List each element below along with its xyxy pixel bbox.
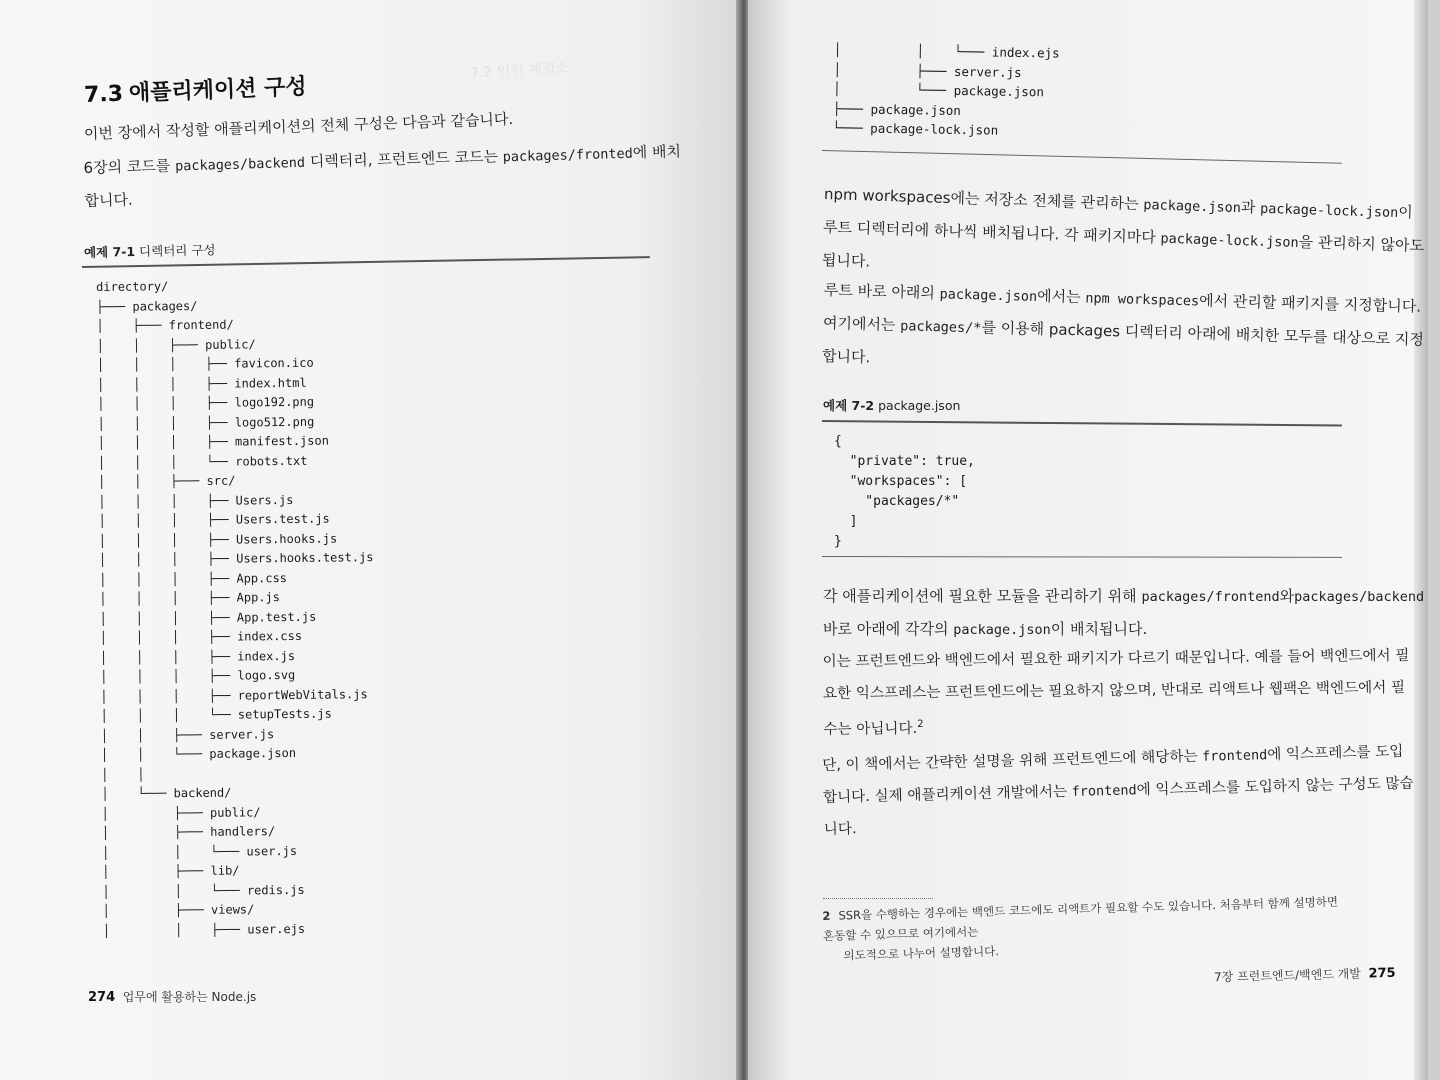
inline-code-frontend-pkg: packages/frontend (1141, 589, 1280, 605)
p2-text-3: 에서 관리할 패키지를 지정합니다. (1198, 291, 1422, 316)
tree-line: │ │ │ ├── logo192.png (97, 394, 315, 411)
book-title: 업무에 활용하는 Node.js (122, 990, 257, 1004)
tree-line: │ │ │ ├── index.css (99, 628, 303, 645)
p2-text-2: 에서는 (1036, 286, 1081, 307)
directory-tree-continued (832, 40, 1059, 141)
tree-line: └─── package-lock.json (832, 119, 999, 138)
inline-code-package-json-3: package.json (953, 622, 1051, 638)
example-title-2: package.json (878, 398, 961, 413)
page-number-right: 275 (1368, 965, 1396, 982)
code-line: "workspaces": [ (834, 474, 968, 489)
p3-text-2: 와 (1279, 587, 1295, 605)
para2-text-1: 6장의 코드를 (83, 156, 171, 178)
tree-line: │ │ │ ├── App.js (99, 590, 281, 606)
example-label-2: 예제 7-2 (823, 398, 875, 413)
tree-line: │ │ │ ├── Users.test.js (98, 511, 330, 528)
tree-line: │ │ │ ├── Users.hooks.test.js (98, 550, 374, 567)
para2-text-3: 에 배치 (632, 142, 682, 162)
p1-text-3: 이 (1397, 203, 1414, 222)
p4-line-3: 수는 아닙니다. (823, 719, 918, 738)
code-line: { (834, 434, 842, 449)
p5-text-4: 에 익스프레스를 도입하지 않는 구성도 많습 (1136, 774, 1414, 799)
tree-line: │ │ │ ├── favicon.ico (96, 355, 314, 372)
tree-line: │ │ │ ├── index.html (97, 375, 307, 392)
footnote-ref[interactable]: 2 (917, 718, 924, 731)
tree-line: │ ├─── views/ (102, 902, 255, 918)
p1-text-2: 과 (1240, 198, 1256, 217)
left-footer (88, 988, 256, 1005)
directory-tree (96, 275, 377, 941)
p3-text-4: 이 배치됩니다. (1050, 620, 1148, 638)
example-label: 예제 7-1 (83, 243, 136, 260)
tree-line: │ ├─── handlers/ (101, 824, 276, 840)
chapter-title: 프런트엔드/백엔드 개발 (1236, 966, 1362, 984)
footnote-line-1: SSR을 수행하는 경우에는 백엔드 코드에도 리액트가 필요할 수도 있습니다. 처음부터 함께 설명하면 혼동할 수 있으므로 여기에서는 (822, 894, 1339, 943)
p4-line-1: 이는 프런트엔드와 백엔드에서 필요한 패키지가 다르기 때문입니다. 예를 들어 백엔드에서 필 (822, 646, 1410, 671)
inline-code-package-json: package.json (1143, 197, 1242, 217)
intro-text: 이번 장에서 작성할 애플리케이션의 전체 구성은 다음과 같습니다. (83, 110, 514, 143)
tree-line: │ │ ├─── server.js (100, 726, 275, 743)
layout-paragraph (83, 135, 682, 217)
tree-line: │ │ │ ├── manifest.json (97, 433, 329, 450)
p2-line-3: 합니다. (821, 346, 871, 367)
inline-code-frontend-2: frontend (1071, 782, 1137, 800)
section-number: 7.3 (83, 81, 124, 108)
example-caption (84, 240, 216, 261)
p5-text-2: 에 익스프레스를 도입 (1267, 742, 1404, 764)
tree-line: ├─── package.json (832, 100, 961, 118)
tree-line: │ │ │ ├── reportWebVitals.js (100, 686, 368, 704)
tree-line: │ │ │ ├── Users.js (98, 492, 294, 509)
modules-paragraph (823, 580, 1424, 646)
tree-line: │ │ ├─── user.ejs (102, 921, 306, 938)
tree-line: │ │ │ ├── index.js (99, 648, 296, 665)
p4-line-2: 요한 익스프레스는 프런트엔드에는 필요하지 않으며, 반대로 리액트나 웹팩은 백엔드에서 필 (822, 678, 1406, 702)
p5-text-3: 합니다. 실제 애플리케이션 개발에서는 (822, 783, 1068, 806)
footnote-number: 2 (822, 908, 831, 924)
tree-line: directory/ (96, 279, 169, 294)
p3-text-3: 바로 아래에 각각의 (823, 620, 949, 638)
chapter-label: 7장 (1213, 969, 1234, 985)
tree-line: │ │ │ ├── App.css (99, 570, 288, 587)
bleed-through-text: 7.2 인원 계정소 (469, 60, 570, 82)
code-line: ] (834, 514, 858, 529)
tree-line: │ ├─── server.js (833, 61, 1022, 80)
tree-line: │ ├─── public/ (101, 804, 261, 821)
p3-text-1: 각 애플리케이션에 필요한 모듈을 관리하기 위해 (823, 587, 1137, 605)
tree-line: │ └─── package.json (833, 80, 1045, 100)
tree-line: │ │ └─── user.js (101, 843, 298, 860)
express-paragraph (822, 736, 1415, 846)
example-caption-2 (823, 396, 960, 414)
tree-line: │ ├─── frontend/ (96, 317, 234, 333)
p2-text-5: 를 이용해 packages 디렉터리 아래에 배치한 모두를 대상으로 지정 (981, 318, 1425, 349)
tree-line: │ │ └─── package.json (100, 745, 297, 762)
section-title: 애플리케이션 구성 (128, 74, 308, 107)
inline-code-backend-pkg: packages/backend (1294, 589, 1425, 605)
inline-code-frontend: frontend (1202, 747, 1268, 765)
footnote-line-2: 의도적으로 나누어 설명합니다. (843, 944, 1000, 963)
inline-code-npm-workspaces: npm workspaces (1085, 290, 1200, 310)
difference-paragraph (822, 640, 1410, 746)
p2-text-4: 여기에서는 (822, 314, 896, 335)
page-edge (1414, 0, 1428, 1080)
tree-line: │ │ └─── redis.js (102, 882, 305, 899)
inline-code-packages-glob: packages/* (899, 318, 982, 337)
p5-line-3: 니다. (823, 820, 857, 838)
para2-line-2: 합니다. (84, 190, 133, 210)
tree-line: │ │ ├─── src/ (98, 473, 236, 489)
p1-text-4: 루트 디렉터리에 하나씩 배치됩니다. 각 패키지마다 (822, 218, 1157, 247)
p2-text-1: 루트 바로 아래의 (823, 281, 936, 303)
tree-line: │ │ │ └── robots.txt (97, 453, 308, 470)
inline-code-package-lock: package-lock.json (1259, 200, 1399, 222)
tree-line: │ │ │ ├── Users.hooks.js (98, 530, 338, 548)
code-line: "private": true, (834, 454, 975, 469)
example-title: 디렉터리 구성 (138, 242, 216, 259)
p5-text-1: 단, 이 책에서는 간략한 설명을 위해 프런트엔드에 해당하는 (821, 747, 1198, 775)
p1-text-5: 을 관리하지 않아도 (1298, 232, 1425, 255)
code-line: } (834, 534, 842, 549)
code-line: "packages/*" (834, 494, 960, 509)
inline-code-fronted: packages/fronted (502, 145, 633, 166)
tree-line: │ │ │ ├── logo512.png (97, 414, 315, 431)
tree-line: │ │ (101, 767, 145, 782)
tree-line: │ │ │ └── setupTests.js (100, 706, 332, 723)
inline-code-package-lock-2: package-lock.json (1160, 230, 1299, 251)
tree-line: │ │ │ ├── logo.svg (100, 667, 296, 684)
package-json-code (834, 432, 975, 552)
p1-text-1: npm workspaces에는 저장소 전체를 관리하는 (823, 185, 1139, 213)
tree-line: │ │ ├─── public/ (96, 336, 256, 353)
inline-code-backend: packages/backend (174, 154, 306, 175)
p1-line-3: 됩니다. (821, 250, 871, 271)
tree-line: ├─── packages/ (96, 298, 198, 314)
tree-line: │ │ └─── index.ejs (833, 41, 1060, 61)
page-number: 274 (88, 990, 116, 1005)
root-package-paragraph (822, 274, 1426, 389)
section-heading (83, 69, 307, 109)
tree-line: │ └─── backend/ (101, 785, 232, 801)
tree-line: │ │ │ ├── App.test.js (99, 609, 317, 626)
tree-line: │ ├─── lib/ (102, 863, 240, 879)
footnote-separator (823, 898, 933, 899)
inline-code-package-json-2: package.json (939, 286, 1038, 305)
para2-text-2: 디렉터리, 프런트엔드 코드는 (309, 147, 499, 171)
